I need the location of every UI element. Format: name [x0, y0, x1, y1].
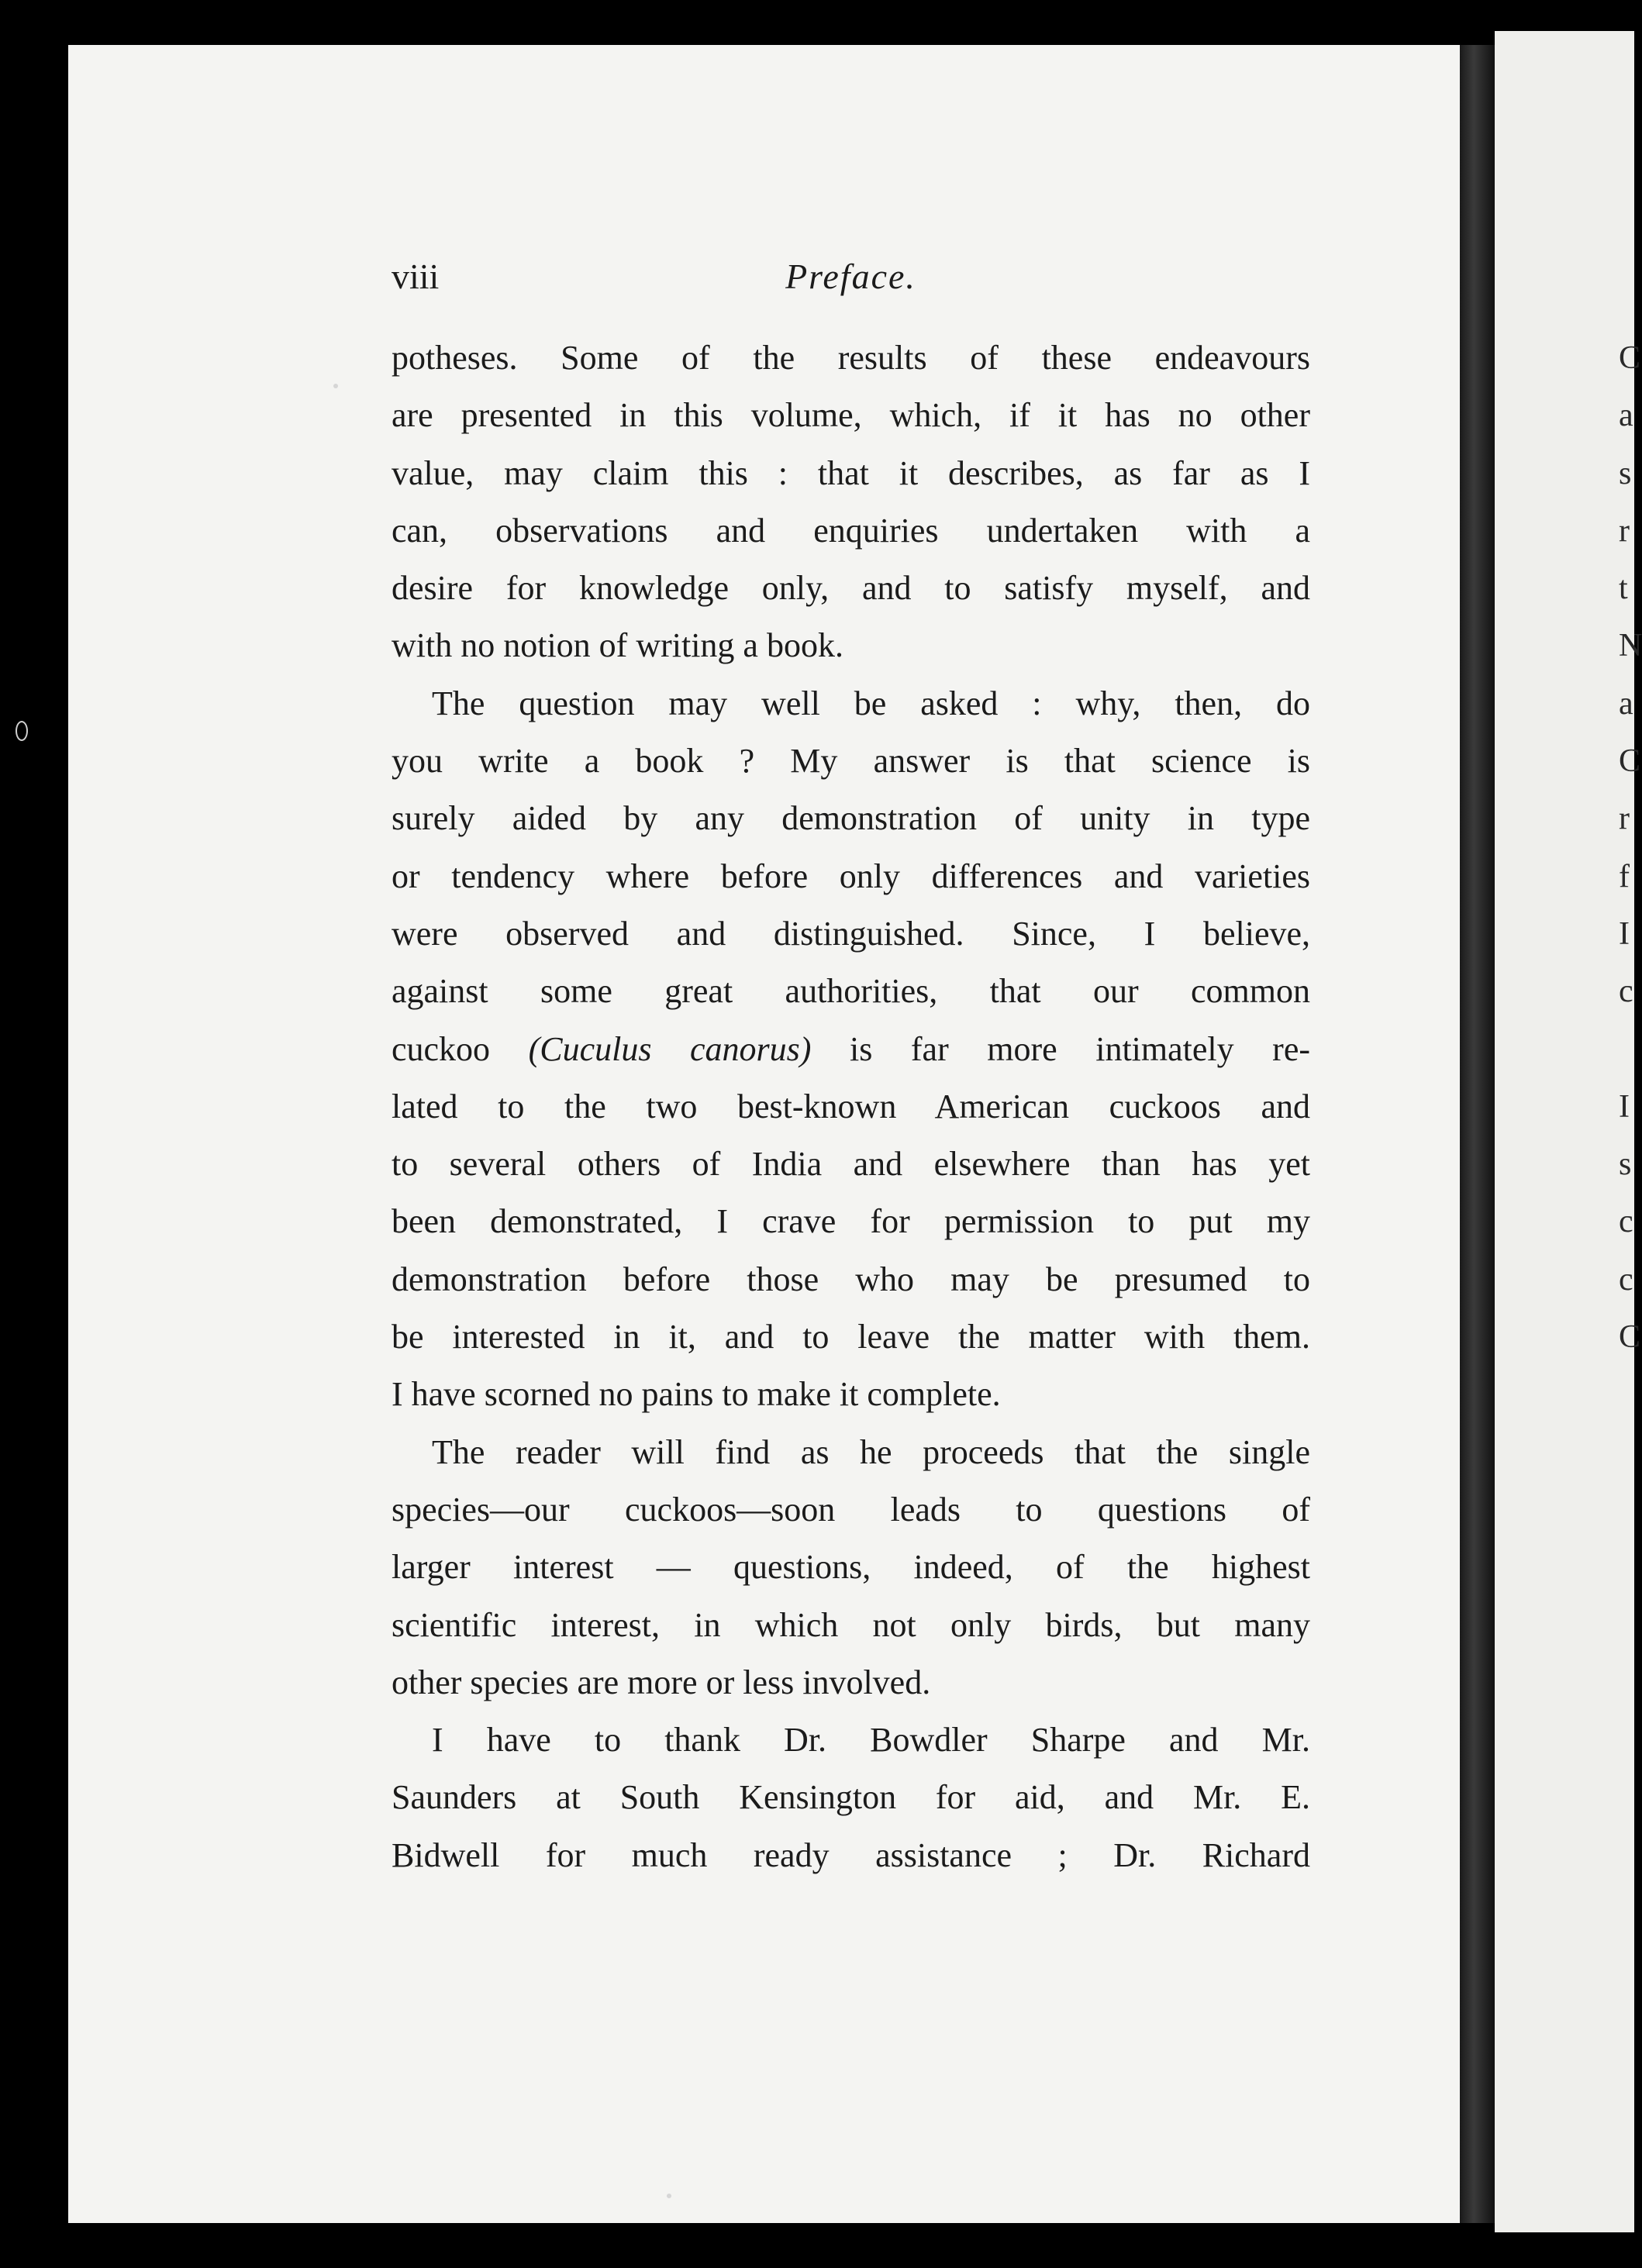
- text-line: Bidwell for much ready assistance ; Dr. Richard: [392, 1835, 1310, 1874]
- text-line: Saunders at South Kensington for aid, and Mr. E.: [392, 1778, 1310, 1817]
- text-line: been demonstrated, I crave for permission to put my: [392, 1202, 1310, 1241]
- text-line: against some great authorities, that our common: [392, 972, 1310, 1011]
- text-line: surely aided by any demonstration of unity in type: [392, 799, 1310, 838]
- text-line: larger interest — questions, indeed, of the highest: [392, 1548, 1310, 1587]
- text-line: to several others of India and elsewhere than has yet: [392, 1145, 1310, 1184]
- text-line: cuckoo (Cuculus canorus) is far more intimately re-: [392, 1029, 1311, 1068]
- text-line: species—our cuckoos—soon leads to questions of: [392, 1490, 1310, 1529]
- book-gutter: [1460, 45, 1495, 2223]
- page-number: viii: [392, 257, 440, 296]
- text-line: desire for knowledge only, and to satisfy myself, and: [392, 569, 1310, 608]
- species-name: (Cuculus canorus): [528, 1029, 812, 1068]
- text-line: or tendency where before only differences and varieties: [392, 857, 1310, 895]
- text-line: lated to the two best-known American cuckoos and: [392, 1087, 1310, 1125]
- text-line: were observed and distinguished. Since, I believe,: [392, 914, 1310, 953]
- scan-speck: [333, 384, 338, 388]
- text-line: scientific interest, in which not only birds, but many: [392, 1605, 1310, 1644]
- scan-mark: [16, 721, 28, 741]
- text-line: value, may claim this : that it describes, as far as I: [392, 453, 1310, 492]
- text-line: can, observations and enquiries undertaken with a: [392, 511, 1310, 550]
- text-line: I have to thank Dr. Bowdler Sharpe and Mr.: [432, 1721, 1310, 1760]
- text-line: The reader will find as he proceeds that the single: [432, 1432, 1310, 1471]
- text-line: potheses. Some of the results of these endeavours: [392, 339, 1310, 377]
- facing-page-letters: C a s r t N a C r f I c I s c c C: [1619, 340, 1642, 1356]
- page-header: [392, 256, 1310, 310]
- text-line: are presented in this volume, which, if it has no other: [392, 396, 1310, 435]
- scan-speck: [667, 2194, 671, 2198]
- preface-text: [392, 329, 1310, 1884]
- text-line: I have scorned no pains to make it complete.: [392, 1375, 1001, 1414]
- word-cuckoo: cuckoo: [392, 1029, 491, 1068]
- text-line: with no notion of writing a book.: [392, 626, 843, 665]
- text-line: other species are more or less involved.: [392, 1663, 931, 1701]
- text-line: be interested in it, and to leave the matter with them.: [392, 1318, 1310, 1356]
- facing-page-edge: [1495, 31, 1642, 2232]
- text-line: demonstration before those who may be presumed to: [392, 1260, 1310, 1298]
- text-line: The question may well be asked : why, then, do: [432, 684, 1310, 722]
- running-title: Preface.: [785, 257, 916, 296]
- text-line: you write a book ? My answer is that science is: [392, 742, 1310, 781]
